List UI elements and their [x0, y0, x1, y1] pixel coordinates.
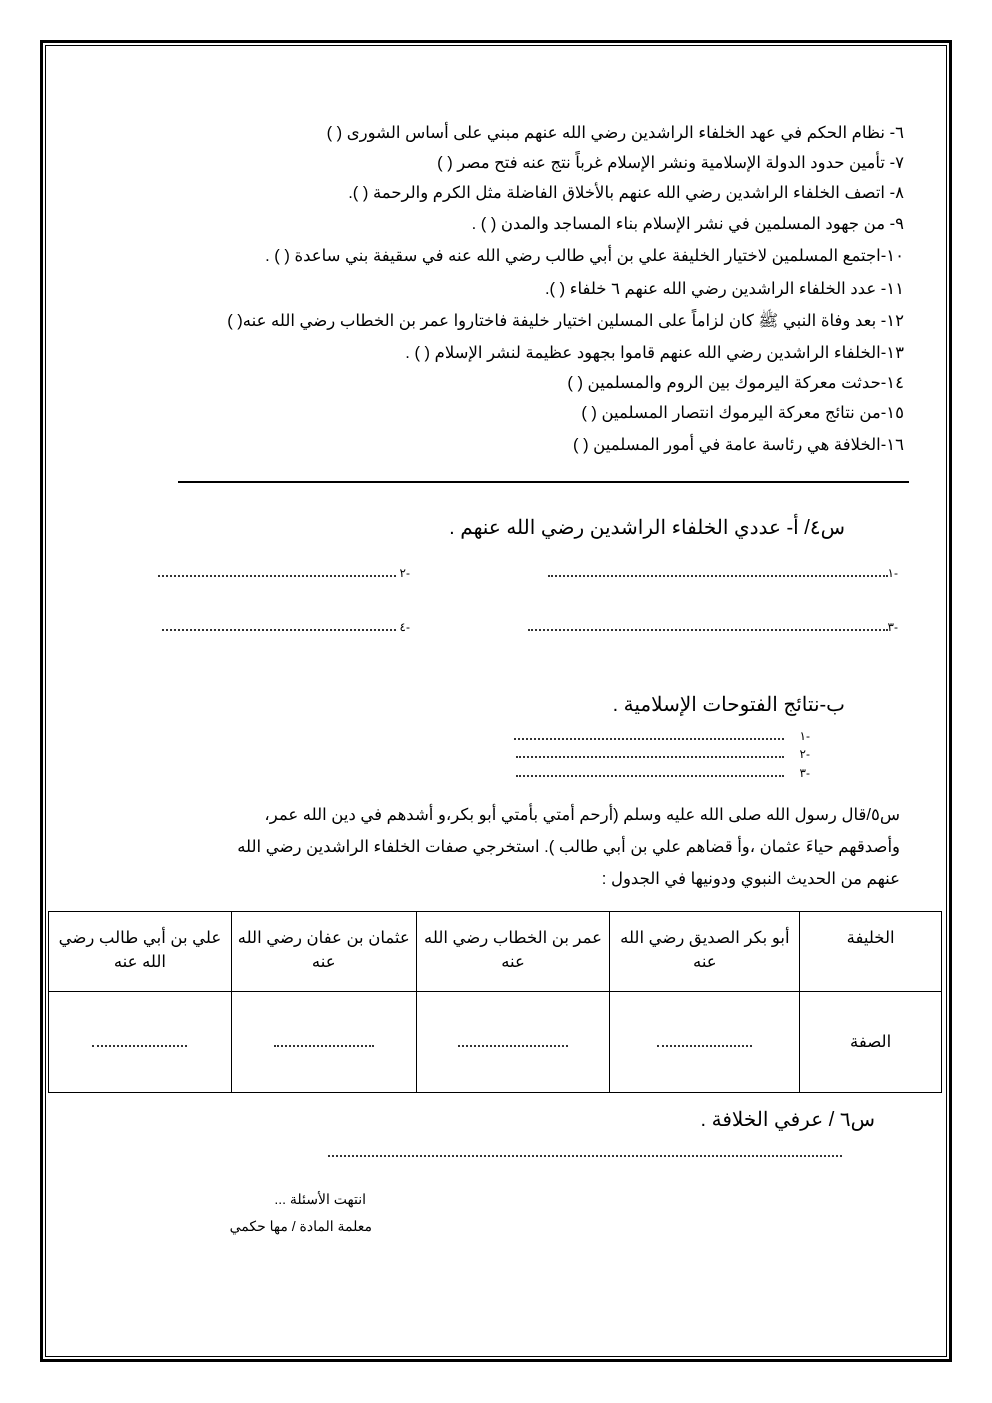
- q5-line: عنهم من الحديث النبوي ودونيها في الجدول :: [601, 870, 900, 888]
- answer-line-2[interactable]: -٢: [158, 562, 410, 584]
- q4-title: س٤/ أ- عددي الخلفاء الراشدين رضي الله عنهم .: [449, 517, 845, 539]
- caliphs-table: [48, 911, 942, 1093]
- q5-line: س٥/قال رسول الله صلى الله عليه وسلم (أرحم أمتي بأمتي أبو بكر،و أشدهم في دين الله عمر،: [264, 806, 900, 824]
- caliph-uthman: عثمان بن عفان رضي الله عنه: [231, 912, 416, 992]
- answer-line-1[interactable]: -١: [548, 562, 898, 584]
- trait-cell[interactable]: [416, 992, 610, 1093]
- statement: ١٠-اجتمع المسلمين لاختيار الخليفة علي بن أبي طالب رضي الله عنه في سقيفة بني ساعدة ( ) .: [265, 247, 904, 265]
- statement: ١٤-حدثت معركة اليرموك بين الروم والمسلمين ( ): [567, 374, 904, 392]
- q5-line: وأصدقهم حياءَ عثمان ،وأ قضاهم علي بن أبي طالب ). استخرجي صفات الخلفاء الراشدين رضي الله: [237, 838, 900, 856]
- statement: ١٣-الخلفاء الراشدين رضي الله عنهم قاموا بجهود عظيمة لنشر الإسلام ( ) .: [405, 344, 904, 362]
- divider: [178, 481, 909, 483]
- statement: ٨- اتصف الخلفاء الراشدين رضي الله عنهم بالأخلاق الفاضلة مثل الكرم والرحمة ( ).: [348, 184, 904, 202]
- answer-line-b2[interactable]: -٢: [516, 743, 810, 765]
- answer-line-4[interactable]: -٤: [162, 616, 410, 638]
- statement: ٦- نظام الحكم في عهد الخلفاء الراشدين رضي الله عنهم مبني على أساس الشورى ( ): [326, 124, 904, 142]
- row-label-caliph: الخليفة: [800, 912, 942, 992]
- teacher-name: معلمة المادة / مها حكمي: [229, 1218, 372, 1234]
- row-label-trait: الصفة: [800, 992, 942, 1093]
- answer-line-b3[interactable]: -٣: [516, 762, 810, 784]
- trait-cell[interactable]: [610, 992, 800, 1093]
- answer-line-q6[interactable]: [328, 1155, 842, 1157]
- statement: ١١- عدد الخلفاء الراشدين رضي الله عنهم ٦ خلفاء ( ).: [544, 280, 904, 298]
- end-note: انتهت الأسئلة ...: [274, 1191, 366, 1207]
- statement: ١٦-الخلافة هي رئاسة عامة في أمور المسلمين ( ): [573, 436, 904, 454]
- q6-title: س٦ / عرفي الخلافة .: [700, 1109, 875, 1131]
- answer-line-b1[interactable]: -١: [514, 725, 810, 747]
- statement: ١٢- بعد وفاة النبي ﷺ كان لزاماً على المسلين اختيار خليفة فاختاروا عمر بن الخطاب رضي الله عنه( ): [227, 312, 904, 330]
- caliph-umar: عمر بن الخطاب رضي الله عنه: [416, 912, 610, 992]
- statement: ١٥-من نتائج معركة اليرموك انتصار المسلمين ( ): [581, 404, 904, 422]
- caliph-abu-bakr: أبو بكر الصديق رضي الله عنه: [610, 912, 800, 992]
- answer-line-3[interactable]: -٣: [528, 616, 898, 638]
- trait-cell[interactable]: [49, 992, 232, 1093]
- caliph-ali: علي بن أبي طالب رضي الله عنه: [49, 912, 232, 992]
- statement: ٩- من جهود المسلمين في نشر الإسلام بناء المساجد والمدن ( ) .: [471, 215, 904, 233]
- trait-cell[interactable]: [231, 992, 416, 1093]
- q4b-title: ب-نتائج الفتوحات الإسلامية .: [612, 694, 845, 716]
- statement: ٧- تأمين حدود الدولة الإسلامية ونشر الإسلام غرباً نتج عنه فتح مصر ( ): [437, 154, 904, 172]
